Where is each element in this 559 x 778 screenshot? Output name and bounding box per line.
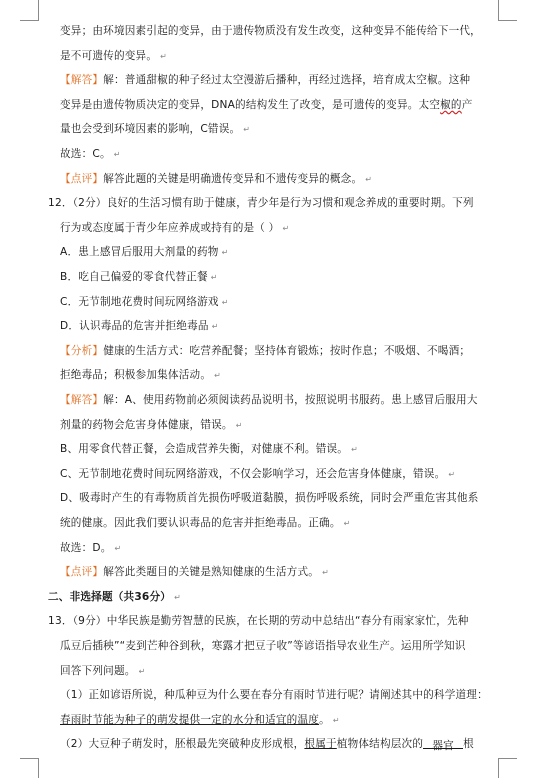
paragraph-mark-icon: ↵: [221, 248, 229, 258]
text-line: [48, 611, 519, 631]
paragraph-mark-icon: ↵: [235, 420, 243, 430]
text-segment: 拒绝毒品；积极参加集体活动。: [60, 369, 212, 382]
paragraph-mark-icon: ↵: [138, 666, 146, 676]
section-tag: 【解答】: [60, 74, 104, 87]
crop-mark-top-left-horizontal: [20, 20, 39, 21]
text-line: [60, 46, 519, 66]
text-segment: 故选：D。: [60, 541, 112, 554]
text-line: [60, 636, 519, 656]
section-tag: 【点评】: [60, 566, 104, 579]
section-tag: 【点评】: [60, 172, 104, 185]
paragraph-mark-icon: ↵: [332, 715, 340, 725]
text-segment: 产: [461, 98, 473, 111]
paragraph-mark-icon: ↵: [322, 568, 329, 578]
text-segment: 剂量的药物会危害身体健康，错误。: [60, 418, 233, 431]
text-line: [60, 242, 519, 262]
text-line: [60, 316, 519, 336]
text-segment: （2）大豆种子萌发时，胚根最先突破种皮形成根，: [60, 738, 305, 751]
text-line: [48, 193, 519, 213]
text-segment: 故选：C。: [60, 148, 111, 160]
text-line: [60, 562, 519, 582]
text-segment: 12．（2分）良好的生活习惯有助于健康，青少年是行为习惯和观念养成的重要时期。下列: [48, 197, 474, 210]
text-segment: 量也会受到环境因素的影响，C错误。: [60, 123, 241, 136]
text-segment: 植物体结构层次的: [336, 738, 424, 751]
section-tag: 【解答】: [60, 394, 104, 406]
text-segment: 13．（9分）中华民族是勤劳智慧的民族，在长期的劳动中总结出“春分有雨家家忙，先种: [48, 615, 469, 628]
text-line: [60, 415, 519, 435]
crop-mark-bottom-right-horizontal: [498, 758, 517, 759]
text-segment: 器官: [423, 736, 463, 749]
text-line: [60, 292, 519, 312]
text-segment: 根: [463, 738, 474, 751]
text-segment: 健康的生活方式：吃营养配餐；坚持体育锻炼；按时作息；不吸烟、不喝酒；: [103, 344, 471, 357]
text-line: [60, 95, 519, 115]
text-line: [60, 365, 519, 385]
paragraph-mark-icon: ↵: [351, 445, 359, 455]
crop-mark-bottom-left-horizontal: [20, 758, 39, 759]
paragraph-mark-icon: ↵: [113, 150, 121, 159]
text-segment: 。: [319, 713, 330, 726]
paragraph-mark-icon: ↵: [282, 223, 290, 233]
text-segment: 统的健康。因此我们要认识毒品的危害并拒绝毒品。正确。: [60, 517, 341, 529]
text-line: [60, 710, 519, 730]
text-segment: 二、非选择题（共36分）: [48, 590, 172, 603]
text-line: [60, 439, 519, 459]
text-segment: 行为或态度属于青少年应养成或持有的是（ ）: [60, 221, 280, 234]
text-segment: 变异是由遗传物质决定的变异，DNA的结构发生了改变，是可遗传的变异。太空: [60, 98, 441, 111]
text-line: [48, 587, 519, 607]
crop-mark-bottom-left-vertical: [38, 758, 39, 778]
text-segment: D．认识毒品的危害并拒绝毒品: [60, 320, 209, 333]
paragraph-mark-icon: ↵: [210, 273, 218, 282]
text-segment: 解答此题的关键是明确遗传变异和不遗传变异的概念。: [103, 172, 363, 185]
text-line: [60, 169, 519, 189]
paragraph-mark-icon: ↵: [343, 519, 351, 528]
text-line: [60, 119, 519, 139]
crop-mark-bottom-right-vertical: [498, 758, 499, 778]
text-segment: 解：普通甜椒的种子经过太空漫游后播种，再经过选择，培育成太空椒。这种: [103, 74, 471, 87]
text-segment: 解答此类题目的关键是熟知健康的生活方式。: [103, 566, 320, 579]
paragraph-mark-icon: ↵: [160, 51, 168, 61]
text-line: [60, 21, 519, 41]
text-segment: 解：A、使用药物前必须阅读药品说明书，按照说明书服药。患上感冒后服用大: [103, 394, 478, 406]
text-segment: C、无节制地花费时间玩网络游戏，不仅会影响学习，还会危害身体健康，错误。: [60, 467, 446, 480]
paragraph-mark-icon: ↵: [221, 297, 229, 307]
text-segment: 根属于: [304, 738, 337, 751]
text-line: [60, 390, 519, 410]
text-line: [60, 144, 519, 164]
paragraph-mark-icon: ↵: [243, 125, 251, 135]
text-segment: A．患上感冒后服用大剂量的药物: [60, 246, 219, 259]
paragraph-mark-icon: ↵: [114, 543, 122, 553]
section-tag: 【分析】: [60, 344, 104, 357]
text-segment: 春雨时节能为种子的萌发提供一定的水分和适宜的温度: [60, 713, 320, 726]
paragraph-mark-icon: ↵: [214, 371, 222, 381]
text-line: [60, 464, 519, 484]
text-line: [60, 488, 519, 508]
text-line: [60, 513, 519, 533]
text-line: [60, 538, 519, 558]
text-segment: D、吸毒时产生的有毒物质首先损伤呼吸道黏膜，损伤呼吸系统，同时会严重危害其他系: [60, 492, 479, 505]
crop-mark-top-left-vertical: [38, 0, 39, 20]
text-line: [60, 341, 519, 361]
text-segment: B、用零食代替正餐，会造成营养失衡，对健康不利。错误。: [60, 443, 349, 456]
text-line: [60, 267, 519, 287]
text-line: [60, 70, 519, 90]
text-segment: B．吃自己偏爱的零食代替正餐: [60, 271, 208, 283]
text-segment: 是不可遗传的变异。: [60, 49, 158, 62]
text-line: [60, 685, 519, 705]
text-segment: （1）正如谚语所说，种瓜种豆为什么要在春分有雨时节进行呢？请阐述其中的科学道理：: [60, 689, 488, 702]
crop-mark-top-right-vertical: [498, 0, 499, 20]
text-segment: C．无节制地花费时间玩网络游戏: [60, 295, 219, 308]
text-segment: 变异；由环境因素引起的变异，由于遗传物质没有发生改变，这种变异不能传给下一代，: [60, 25, 481, 37]
paragraph-mark-icon: ↵: [365, 174, 373, 184]
text-segment: 瓜豆后插秧”“麦到芒种谷到秋，寒露才把豆子收”等谚语指导农业生产。运用所学知识: [60, 640, 466, 652]
text-line: [60, 734, 519, 754]
paragraph-mark-icon: ↵: [174, 592, 181, 602]
paragraph-mark-icon: ↵: [448, 469, 456, 479]
text-line: [60, 661, 519, 681]
text-segment: 椒的: [440, 98, 462, 111]
text-segment: 回答下列问题。: [60, 664, 136, 677]
paragraph-mark-icon: ↵: [211, 322, 219, 332]
text-line: [60, 218, 519, 238]
